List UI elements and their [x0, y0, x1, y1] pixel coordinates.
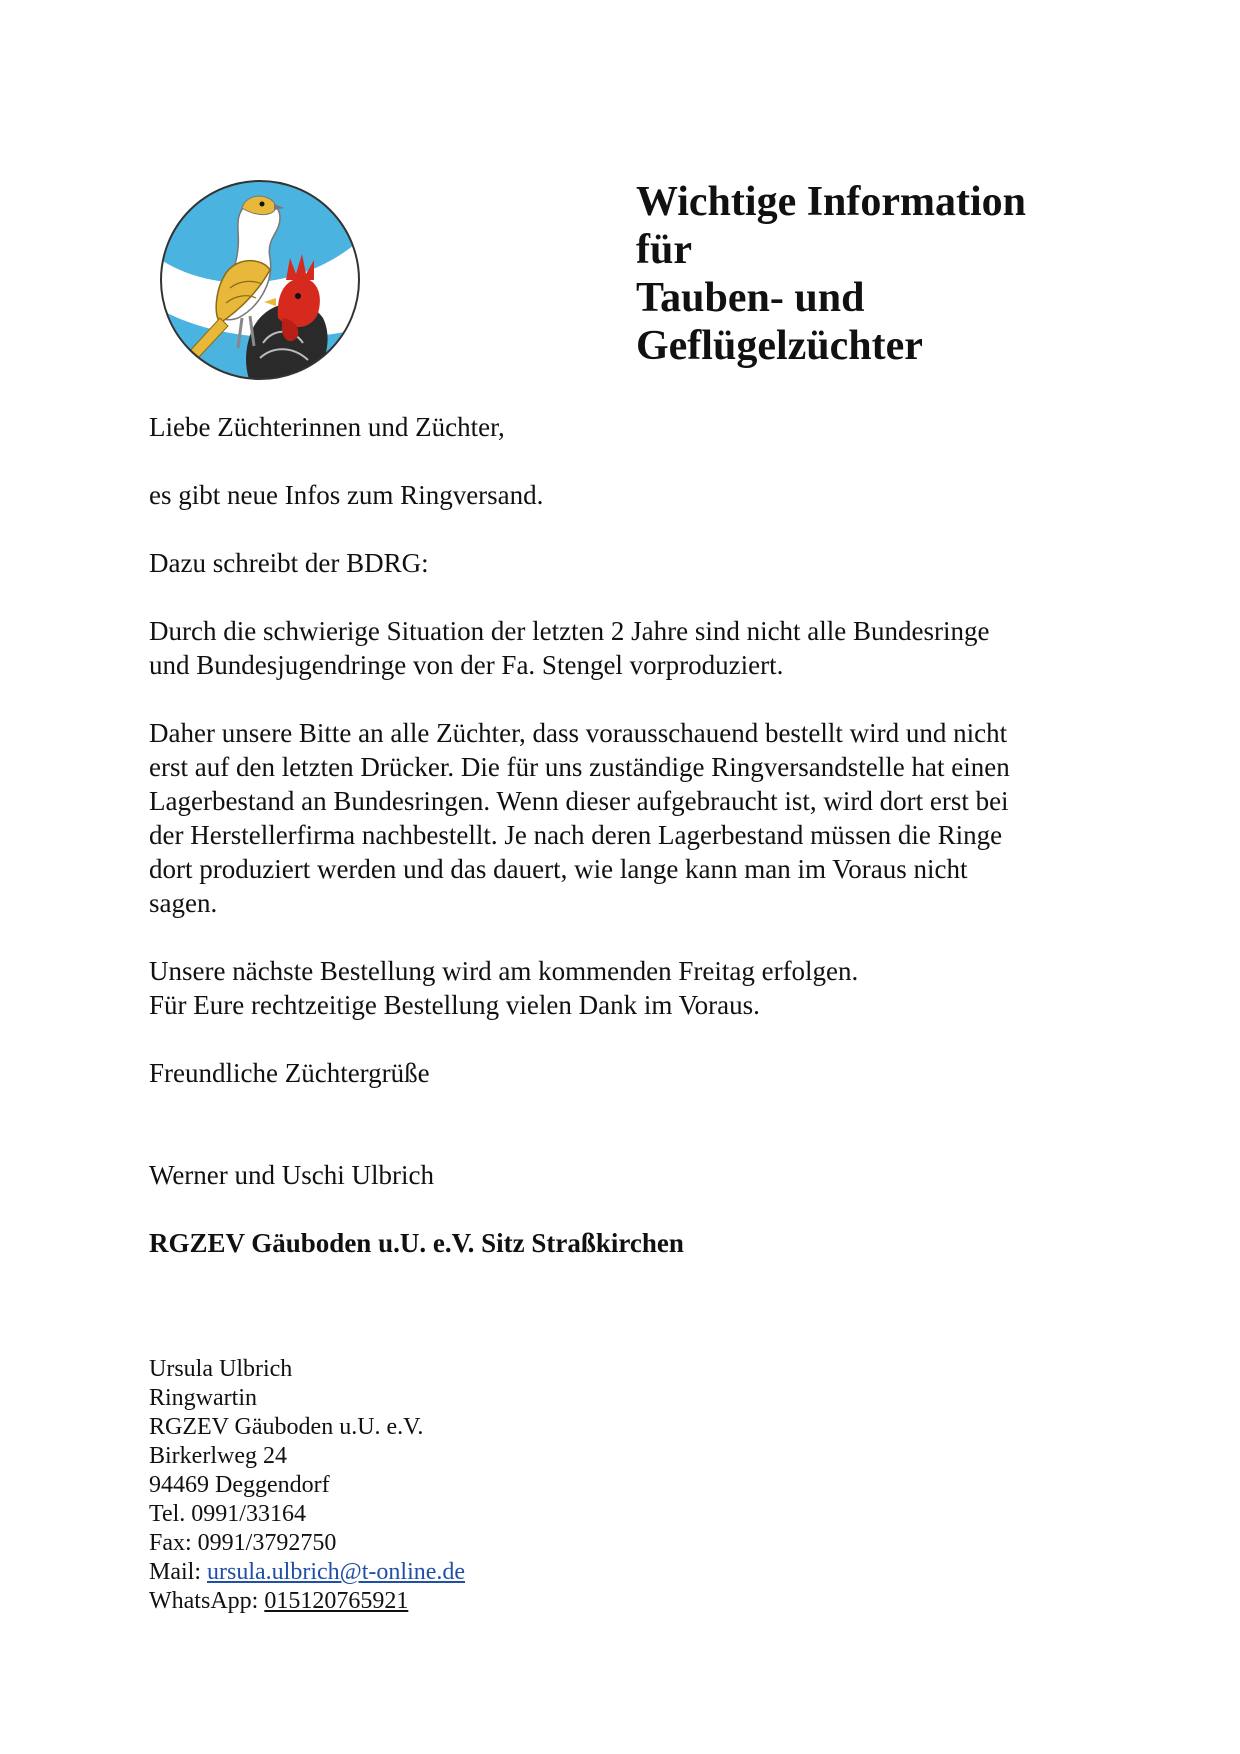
contact-whatsapp-row — [149, 1587, 465, 1616]
closing: Freundliche Züchtergrüße — [149, 1058, 430, 1088]
contact-street: Birkerlweg 24 — [149, 1443, 287, 1469]
contact-mail-row — [149, 1558, 465, 1587]
mail-label: Mail: — [149, 1559, 201, 1585]
text-line: und Bundesjugendringe von der Fa. Stengel vorproduziert. — [149, 650, 784, 680]
pigeon-rooster-emblem-icon — [158, 178, 362, 382]
paragraph-order — [149, 954, 1109, 1022]
salutation: Liebe Züchterinnen und Züchter, — [149, 412, 505, 442]
contact-name: Ursula Ulbrich — [149, 1356, 293, 1382]
text-line: Durch die schwierige Situation der letzten 2 Jahre sind nicht alle Bundesringe — [149, 616, 990, 646]
title-line: Wichtige Information — [636, 179, 1027, 225]
intro-text: es gibt neue Infos zum Ringversand. — [149, 480, 544, 510]
title-line: Tauben- und — [636, 275, 865, 321]
text-line: Für Eure rechtzeitige Bestellung vielen Dank im Voraus. — [149, 990, 760, 1020]
letter-body — [149, 410, 1109, 1294]
title-line: für — [636, 227, 692, 273]
text-line: Unsere nächste Bestellung wird am kommenden Freitag erfolgen. — [149, 956, 859, 986]
document-title — [636, 178, 1196, 370]
paragraph-situation — [149, 614, 1109, 682]
paragraph-request — [149, 716, 1109, 920]
text-line: Lagerbestand an Bundesringen. Wenn dieser aufgebraucht ist, wird dort erst bei — [149, 786, 1009, 816]
contact-tel: Tel. 0991/33164 — [149, 1501, 306, 1527]
whatsapp-label: WhatsApp: — [149, 1588, 259, 1614]
contact-org: RGZEV Gäuboden u.U. e.V. — [149, 1414, 424, 1440]
signature: Werner und Uschi Ulbrich — [149, 1160, 434, 1190]
text-line: sagen. — [149, 888, 218, 918]
title-line: Geflügelzüchter — [636, 323, 923, 369]
text-line: erst auf den letzten Drücker. Die für uns zuständige Ringversandstelle hat einen — [149, 752, 1010, 782]
bdrg-lead: Dazu schreibt der BDRG: — [149, 548, 429, 578]
contact-block — [149, 1355, 465, 1616]
text-line: Daher unsere Bitte an alle Züchter, dass vorausschauend bestellt wird und nicht — [149, 718, 1008, 748]
text-line: der Herstellerfirma nachbestellt. Je nach deren Lagerbestand müssen die Ringe — [149, 820, 1003, 850]
club-name: RGZEV Gäuboden u.U. e.V. Sitz Straßkirchen — [149, 1228, 684, 1258]
club-logo — [158, 178, 362, 382]
whatsapp-link[interactable]: 015120765921 — [264, 1588, 409, 1614]
text-line: dort produziert werden und das dauert, wie lange kann man im Voraus nicht — [149, 854, 968, 884]
contact-role: Ringwartin — [149, 1385, 257, 1411]
contact-fax: Fax: 0991/3792750 — [149, 1530, 337, 1556]
contact-city: 94469 Deggendorf — [149, 1472, 330, 1498]
mail-link[interactable]: ursula.ulbrich@t-online.de — [207, 1559, 466, 1585]
